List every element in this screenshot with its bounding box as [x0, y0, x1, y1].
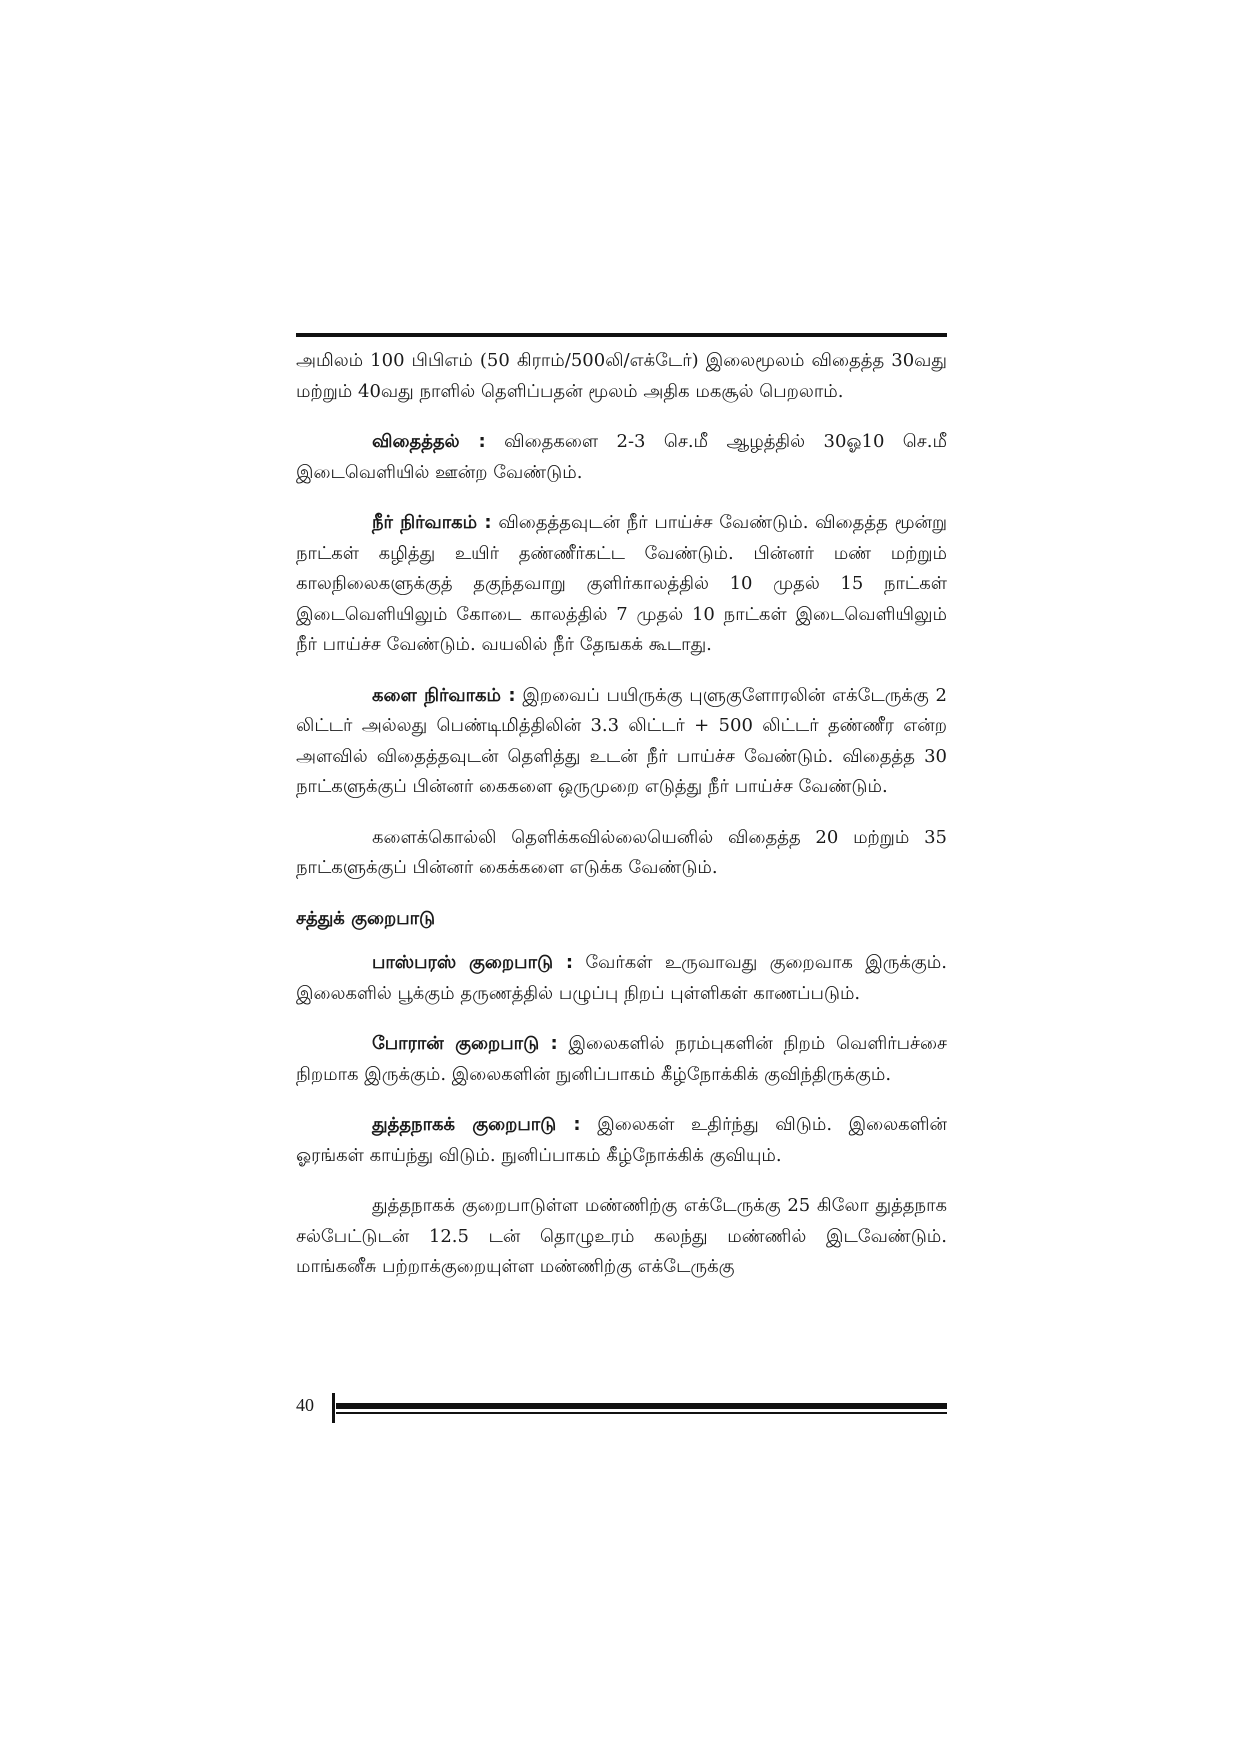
paragraph-boron-deficiency	[296, 1029, 947, 1090]
paragraph-term: விதைத்தல் :	[372, 431, 486, 452]
paragraph-text: விதைகளை 2-3 செ.மீ ஆழத்தில் 30ஓ10 செ.மீ இடைவெளியில் ஊன்ற வேண்டும்.	[296, 431, 948, 483]
paragraph-text: இறவைப் பயிருக்கு புளுகுளோரலின் எக்டேருக்கு 2 லிட்டர் அல்லது பெண்டிமித்திலின் 3.3 லிட்டர் + 500 லிட்டர் தண்ணீர என்ற அளவில் விதைத்தவுடன் தெளித்து உடன் நீர் பாய்ச்ச வேண்டும். விதைத்த 30 நாட்களுக்குப் பின்னர் கைகளை ஒருமுறை எடுத்து நீர் பாய்ச்ச வேண்டும்.	[296, 684, 947, 797]
paragraph-phosphorus-deficiency	[296, 948, 947, 1009]
paragraph-text: இலைகள் உதிர்ந்து விடும். இலைகளின் ஓரங்கள் காய்ந்து விடும். நுனிப்பாகம் கீழ்நோக்கிக் குவியும்.	[296, 1114, 948, 1166]
paragraph-weed-management	[296, 681, 947, 803]
footer-vertical-bar	[332, 1393, 335, 1423]
paragraph-term: களை நிர்வாகம் :	[372, 684, 516, 706]
paragraph-text: விதைத்தவுடன் நீர் பாய்ச்ச வேண்டும். விதைத்த மூன்று நாட்கள் கழித்து உயிர் தண்ணீர்கட்ட வேண்டும். பின்னர் மண் மற்றும் காலநிலைகளுக்குத் தகுந்தவாறு குளிர்காலத்தில் 10 முதல் 15 நாட்கள் இடைவெளியிலும் கோடை காலத்தில் 7 முதல் 10 நாட்கள் இடைவெளியிலும் நீர் பாய்ச்ச வேண்டும். வயலில் நீர் தேஙகக் கூடாது.	[296, 512, 948, 655]
page-footer	[296, 1393, 947, 1423]
paragraph-text: இலைகளில் நரம்புகளின் நிறம் வெளிர்பச்சை நிறமாக இருக்கும். இலைகளின் நுனிப்பாகம் கீழ்நோக்கிக் குவிந்திருக்கும்.	[296, 1033, 947, 1085]
section-heading: சத்துக் குறைபாடு	[296, 907, 436, 929]
paragraph-text: வேர்கள் உருவாவது குறைவாக இருக்கும். இலைகளில் பூக்கும் தருணத்தில் பழுப்பு நிறப் புள்ளிகள் காணப்படும்.	[296, 952, 948, 1004]
paragraph-herbicide-note	[296, 823, 947, 884]
paragraph-amilam	[296, 346, 947, 407]
top-rule	[296, 333, 947, 337]
paragraph-term: நீர் நிர்வாகம் :	[372, 512, 492, 533]
footer-rule-thin	[336, 1412, 947, 1414]
footer-rule-thick	[336, 1403, 947, 1409]
paragraph-zinc-deficiency	[296, 1110, 947, 1171]
paragraph-term: பாஸ்பரஸ் குறைபாடு :	[372, 952, 574, 973]
page-number: 40	[296, 1395, 314, 1415]
page-body	[296, 346, 947, 1303]
paragraph-text: துத்தநாகக் குறைபாடுள்ள மண்ணிற்கு எக்டேருக்கு 25 கிலோ துத்தநாக சல்பேட்டுடன் 12.5 டன் தொழுஉரம் கலந்து மண்ணில் இடவேண்டும். மாங்கனீசு பற்றாக்குறையுள்ள மண்ணிற்கு எக்டேருக்கு	[296, 1195, 947, 1277]
paragraph-sowing	[296, 427, 947, 488]
paragraph-text: களைக்கொல்லி தெளிக்கவில்லையெனில் விதைத்த 20 மற்றும் 35 நாட்களுக்குப் பின்னர் கைக்களை எடுக்க வேண்டும்.	[296, 826, 947, 878]
paragraph-term: போரான் குறைபாடு :	[372, 1033, 558, 1054]
paragraph-water-management	[296, 508, 947, 661]
paragraph-text: அமிலம் 100 பிபிஎம் (50 கிராம்/500லி/எக்டேர்) இலைமூலம் விதைத்த 30வது மற்றும் 40வது நாளில் தெளிப்பதன் மூலம் அதிக மகசூல் பெறலாம்.	[296, 350, 947, 402]
paragraph-zinc-remedy	[296, 1191, 947, 1283]
paragraph-term: துத்தநாகக் குறைபாடு :	[372, 1114, 581, 1135]
